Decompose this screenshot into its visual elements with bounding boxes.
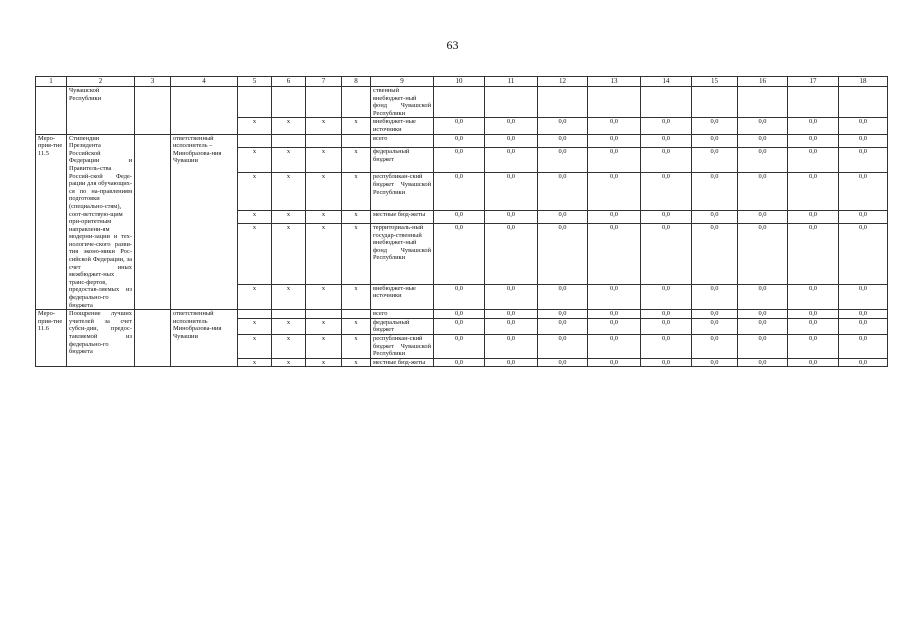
value-cell: 0,0 xyxy=(692,310,738,319)
code-cell xyxy=(342,310,371,319)
budget-table xyxy=(35,76,888,367)
empty-col3 xyxy=(135,134,171,310)
value-cell: 0,0 xyxy=(434,310,485,319)
code-cell xyxy=(306,310,342,319)
funding-source: внебюджет-ные источники xyxy=(371,118,434,134)
value-cell: 0,0 xyxy=(588,310,641,319)
code-cell: x xyxy=(306,318,342,334)
value-cell: 0,0 xyxy=(738,148,788,173)
column-number: 11 xyxy=(485,77,538,87)
code-cell: x xyxy=(342,118,371,134)
value-cell: 0,0 xyxy=(588,335,641,359)
table-row xyxy=(36,310,888,319)
value-cell: 0,0 xyxy=(538,318,588,334)
code-cell xyxy=(272,310,306,319)
value-cell: 0,0 xyxy=(641,134,692,147)
value-cell: 0,0 xyxy=(692,210,738,223)
code-cell: x xyxy=(306,118,342,134)
column-number: 17 xyxy=(788,77,839,87)
value-cell: 0,0 xyxy=(485,148,538,173)
column-number: 8 xyxy=(342,77,371,87)
code-cell: x xyxy=(306,210,342,223)
value-cell: 0,0 xyxy=(738,318,788,334)
value-cell: 0,0 xyxy=(641,223,692,284)
value-cell: 0,0 xyxy=(839,134,888,147)
value-cell xyxy=(485,87,538,118)
column-number: 5 xyxy=(238,77,272,87)
empty-col3 xyxy=(135,87,171,135)
code-cell: x xyxy=(238,318,272,334)
value-cell: 0,0 xyxy=(485,284,538,309)
funding-source: ственный внебюджет-ный фонд Чувашской Республики xyxy=(371,87,434,118)
value-cell: 0,0 xyxy=(788,210,839,223)
code-cell: x xyxy=(272,223,306,284)
code-cell: x xyxy=(342,358,371,367)
value-cell: 0,0 xyxy=(538,335,588,359)
value-cell: 0,0 xyxy=(641,310,692,319)
value-cell xyxy=(839,87,888,118)
value-cell: 0,0 xyxy=(434,173,485,210)
code-cell: x xyxy=(272,318,306,334)
value-cell xyxy=(692,87,738,118)
code-cell: x xyxy=(342,148,371,173)
funding-source: федеральный бюджет xyxy=(371,148,434,173)
value-cell: 0,0 xyxy=(485,335,538,359)
column-number: 15 xyxy=(692,77,738,87)
code-cell: x xyxy=(238,118,272,134)
value-cell: 0,0 xyxy=(538,210,588,223)
column-number: 14 xyxy=(641,77,692,87)
value-cell: 0,0 xyxy=(692,173,738,210)
code-cell: x xyxy=(342,173,371,210)
page-number: 63 xyxy=(446,38,459,52)
column-number: 18 xyxy=(839,77,888,87)
code-cell: x xyxy=(306,173,342,210)
value-cell: 0,0 xyxy=(485,318,538,334)
value-cell: 0,0 xyxy=(839,148,888,173)
value-cell: 0,0 xyxy=(434,358,485,367)
value-cell: 0,0 xyxy=(738,335,788,359)
column-number-row xyxy=(36,77,888,87)
code-cell: x xyxy=(306,148,342,173)
code-cell: x xyxy=(238,210,272,223)
value-cell: 0,0 xyxy=(485,223,538,284)
value-cell: 0,0 xyxy=(434,318,485,334)
value-cell: 0,0 xyxy=(788,284,839,309)
value-cell: 0,0 xyxy=(485,310,538,319)
value-cell xyxy=(588,87,641,118)
code-cell xyxy=(272,134,306,147)
value-cell: 0,0 xyxy=(839,118,888,134)
value-cell: 0,0 xyxy=(788,318,839,334)
code-cell: x xyxy=(238,284,272,309)
executor: ответственный исполнитель Минобразова-ния Чувашии xyxy=(171,310,238,367)
code-cell: x xyxy=(272,210,306,223)
code-cell: x xyxy=(342,210,371,223)
value-cell: 0,0 xyxy=(538,173,588,210)
value-cell: 0,0 xyxy=(485,210,538,223)
value-cell: 0,0 xyxy=(641,318,692,334)
value-cell: 0,0 xyxy=(692,223,738,284)
funding-source: всего xyxy=(371,134,434,147)
value-cell: 0,0 xyxy=(588,284,641,309)
value-cell: 0,0 xyxy=(588,134,641,147)
value-cell: 0,0 xyxy=(738,118,788,134)
code-cell: x xyxy=(238,223,272,284)
value-cell: 0,0 xyxy=(839,210,888,223)
value-cell: 0,0 xyxy=(434,223,485,284)
value-cell: 0,0 xyxy=(692,318,738,334)
funding-source: внебюджет-ные источники xyxy=(371,284,434,309)
column-number: 7 xyxy=(306,77,342,87)
value-cell: 0,0 xyxy=(788,310,839,319)
code-cell: x xyxy=(306,223,342,284)
value-cell: 0,0 xyxy=(485,118,538,134)
code-cell: x xyxy=(238,358,272,367)
value-cell: 0,0 xyxy=(692,335,738,359)
code-cell: x xyxy=(342,318,371,334)
column-number: 13 xyxy=(588,77,641,87)
column-number: 6 xyxy=(272,77,306,87)
code-cell xyxy=(306,134,342,147)
value-cell: 0,0 xyxy=(839,318,888,334)
value-cell: 0,0 xyxy=(485,134,538,147)
value-cell: 0,0 xyxy=(641,335,692,359)
value-cell: 0,0 xyxy=(788,335,839,359)
code-cell: x xyxy=(272,358,306,367)
value-cell: 0,0 xyxy=(641,358,692,367)
value-cell: 0,0 xyxy=(641,148,692,173)
measure-label: Меро-прия-тие 11.5 xyxy=(36,134,67,310)
funding-source: федеральный бюджет xyxy=(371,318,434,334)
value-cell: 0,0 xyxy=(839,173,888,210)
value-cell: 0,0 xyxy=(538,310,588,319)
value-cell: 0,0 xyxy=(738,223,788,284)
value-cell: 0,0 xyxy=(788,134,839,147)
funding-source: территориаль-ный государ-ственный внебюджет-ный фонд Чувашской Республики xyxy=(371,223,434,284)
code-cell: x xyxy=(272,148,306,173)
value-cell: 0,0 xyxy=(738,210,788,223)
value-cell xyxy=(641,87,692,118)
funding-source: республикан-ский бюджет Чувашской Республики xyxy=(371,335,434,359)
value-cell: 0,0 xyxy=(839,310,888,319)
value-cell: 0,0 xyxy=(538,134,588,147)
value-cell xyxy=(434,87,485,118)
value-cell: 0,0 xyxy=(538,223,588,284)
value-cell: 0,0 xyxy=(839,335,888,359)
funding-source: всего xyxy=(371,310,434,319)
code-cell: x xyxy=(238,148,272,173)
value-cell: 0,0 xyxy=(485,173,538,210)
value-cell: 0,0 xyxy=(434,210,485,223)
value-cell: 0,0 xyxy=(538,118,588,134)
column-number: 9 xyxy=(371,77,434,87)
code-cell xyxy=(238,134,272,147)
measure-label: Меро-прия-тие 11.6 xyxy=(36,310,67,367)
code-cell xyxy=(342,134,371,147)
value-cell: 0,0 xyxy=(738,173,788,210)
value-cell: 0,0 xyxy=(788,173,839,210)
funding-source: республикан-ский бюджет Чувашской Республики xyxy=(371,173,434,210)
empty-col3 xyxy=(135,310,171,367)
value-cell: 0,0 xyxy=(692,134,738,147)
funding-source: местные бюд-жеты xyxy=(371,210,434,223)
value-cell xyxy=(538,87,588,118)
value-cell: 0,0 xyxy=(692,118,738,134)
code-cell: x xyxy=(272,173,306,210)
value-cell: 0,0 xyxy=(538,358,588,367)
column-number: 3 xyxy=(135,77,171,87)
table-row xyxy=(36,87,888,118)
column-number: 2 xyxy=(67,77,135,87)
value-cell: 0,0 xyxy=(839,223,888,284)
value-cell: 0,0 xyxy=(538,148,588,173)
value-cell: 0,0 xyxy=(788,358,839,367)
value-cell: 0,0 xyxy=(692,148,738,173)
value-cell: 0,0 xyxy=(588,148,641,173)
code-cell: x xyxy=(272,335,306,359)
column-number: 10 xyxy=(434,77,485,87)
code-cell: x xyxy=(238,335,272,359)
column-number: 1 xyxy=(36,77,67,87)
value-cell: 0,0 xyxy=(434,335,485,359)
value-cell: 0,0 xyxy=(738,358,788,367)
value-cell: 0,0 xyxy=(738,134,788,147)
code-cell: x xyxy=(272,118,306,134)
value-cell: 0,0 xyxy=(641,210,692,223)
executor: ответственный исполнитель – Минобразова-ния Чувашии xyxy=(171,134,238,310)
code-cell: x xyxy=(342,335,371,359)
code-cell xyxy=(238,87,272,118)
value-cell: 0,0 xyxy=(434,134,485,147)
value-cell: 0,0 xyxy=(641,118,692,134)
value-cell: 0,0 xyxy=(434,284,485,309)
executor xyxy=(171,87,238,135)
value-cell: 0,0 xyxy=(738,310,788,319)
measure-name: Стипендии Президента Российской Федерации и Правитель-ства Россий-ской Феде-рации для обучающих-ся по на-правлениям подготовки (специально-стям), соот-ветствую-щим при-оритетным направлени-ям модерни-зации и тех-нологиче-ского разви-тия эконо-мики Рос-сийской Федерации, за счет иных межбюджет-ных транс-фертов, предостав-ляемых из федерально-го бюджета xyxy=(67,134,135,310)
value-cell: 0,0 xyxy=(738,284,788,309)
code-cell xyxy=(342,87,371,118)
code-cell: x xyxy=(342,284,371,309)
value-cell: 0,0 xyxy=(692,284,738,309)
value-cell: 0,0 xyxy=(788,148,839,173)
value-cell: 0,0 xyxy=(588,223,641,284)
value-cell xyxy=(738,87,788,118)
column-number: 12 xyxy=(538,77,588,87)
measure-label xyxy=(36,87,67,135)
value-cell: 0,0 xyxy=(434,118,485,134)
code-cell: x xyxy=(306,284,342,309)
value-cell: 0,0 xyxy=(641,173,692,210)
table-row xyxy=(36,134,888,147)
value-cell: 0,0 xyxy=(538,284,588,309)
code-cell: x xyxy=(306,358,342,367)
value-cell: 0,0 xyxy=(434,148,485,173)
value-cell: 0,0 xyxy=(588,173,641,210)
value-cell: 0,0 xyxy=(839,284,888,309)
value-cell: 0,0 xyxy=(588,118,641,134)
value-cell: 0,0 xyxy=(485,358,538,367)
value-cell: 0,0 xyxy=(588,318,641,334)
code-cell xyxy=(238,310,272,319)
measure-name: Поощрение лучших учителей за счет субси-дии, предос-тавляемой из федерально-го бюджета xyxy=(67,310,135,367)
column-number: 4 xyxy=(171,77,238,87)
value-cell: 0,0 xyxy=(692,358,738,367)
value-cell: 0,0 xyxy=(788,118,839,134)
value-cell: 0,0 xyxy=(641,284,692,309)
value-cell xyxy=(788,87,839,118)
column-number: 16 xyxy=(738,77,788,87)
funding-source: местные бюд-жеты xyxy=(371,358,434,367)
value-cell: 0,0 xyxy=(788,223,839,284)
value-cell: 0,0 xyxy=(588,358,641,367)
value-cell: 0,0 xyxy=(588,210,641,223)
measure-name: Чувашской Республики xyxy=(67,87,135,135)
code-cell: x xyxy=(306,335,342,359)
code-cell: x xyxy=(342,223,371,284)
value-cell: 0,0 xyxy=(839,358,888,367)
code-cell: x xyxy=(272,284,306,309)
code-cell xyxy=(272,87,306,118)
code-cell xyxy=(306,87,342,118)
code-cell: x xyxy=(238,173,272,210)
